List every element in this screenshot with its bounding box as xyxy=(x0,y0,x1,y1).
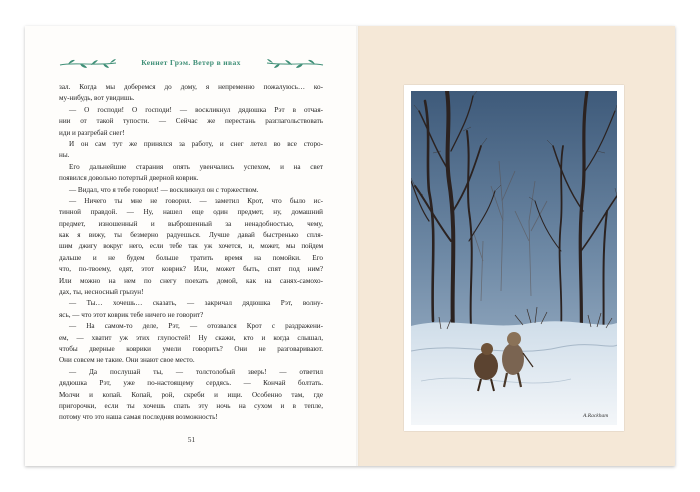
text-line: что, по-твоему, едят, этот коврик? Или, может быть, спят под ним? xyxy=(59,265,323,274)
text-line: дальше и не будем больше тратить время на помойки. Его xyxy=(59,253,323,262)
right-vine-ornament-icon xyxy=(265,56,325,70)
text-line: ны. xyxy=(59,151,70,160)
text-line: потому что это наша самая последняя возможность! xyxy=(59,413,218,422)
text-line: дядюшка Рэт, уже по-настоящему сердясь. — Кончай болтать. xyxy=(59,379,323,388)
winter-forest-illustration xyxy=(411,91,617,425)
text-line: — На самом-то деле, Рэт, — отозвался Крот с раздражени- xyxy=(69,322,323,331)
artist-signature: A.Rackham xyxy=(583,413,609,419)
text-line: предмет, изношенный и выброшенный за ненадобностью, чему, xyxy=(59,219,323,228)
text-line: — О господи! О господи! — воскликнул дядюшка Рэт в отчая- xyxy=(69,105,323,114)
text-line: — Видал, что я тебе говорил! — воскликнул он с торжеством. xyxy=(69,185,259,194)
text-line: тинной правдой. — Ну, нашел еще один предмет, ну, домашний xyxy=(59,208,323,217)
text-line: шим джигу вокруг него, если тебе так уж хочется, и, может, мы пойдем xyxy=(59,242,323,251)
text-line: И он сам тут же принялся за работу, и снег летел во все сторо- xyxy=(69,139,323,148)
left-page xyxy=(25,26,358,466)
text-line: пригорочки, если ты хочешь спать эту ночь на сухом и в тепле, xyxy=(59,401,323,410)
book-spread xyxy=(25,26,675,466)
text-line: Его дальнейшие старания опять увенчались успехом, и на свет xyxy=(69,162,323,171)
page-number: 51 xyxy=(187,435,196,444)
text-line: Они совсем не такие. Они знают свое место. xyxy=(59,356,195,365)
text-line: нии от такой тупости. — Сейчас же перестань разглагольствовать xyxy=(59,117,323,126)
text-line: как я вижу, ты безмерно радуешься. Лучше давай быстренько спля- xyxy=(59,231,323,240)
text-line: ем, — хватит уж этих глупостей! Ну скажи, кто и когда слышал, xyxy=(59,333,323,342)
text-line: — Ты… хочешь… сказать, — закричал дядюшка Рэт, волну- xyxy=(69,299,323,308)
gutter-shadow xyxy=(356,26,360,466)
running-head xyxy=(25,57,358,73)
left-vine-ornament-icon xyxy=(58,56,118,70)
text-line: — Ничего ты мне не говорил. — заметил Крот, что было ис- xyxy=(69,196,323,205)
text-line: зал. Когда мы доберемся до дому, я непременно пожалуюсь… ко- xyxy=(59,83,323,91)
text-line: появился довольно потертый дверной коврик. xyxy=(59,174,199,183)
text-line: иди и разгребай снег! xyxy=(59,128,125,137)
text-line: Молчи и копай. Копай, рой, скреби и ищи. Особенно там, где xyxy=(59,390,323,399)
text-line: — Да послушай ты, — толстолобый зверь! — ответил xyxy=(69,367,323,376)
text-line: дах, ты, несносный грызун! xyxy=(59,288,144,297)
running-head-title: Кеннет Грэм. Ветер в ивах xyxy=(141,58,241,67)
text-line: ясь, — что этот коврик тебе ничего не говорит? xyxy=(59,310,204,319)
text-line: Или можно на нем по снегу поехать домой, как на санях-самохо- xyxy=(59,276,323,285)
illustration-plate xyxy=(404,85,624,431)
text-line: чтобы дверные коврики умели говорить? Они не разговаривают. xyxy=(59,344,323,353)
text-line: му-нибудь, вот увидишь. xyxy=(59,94,135,103)
body-text xyxy=(59,82,323,424)
right-page xyxy=(358,26,675,466)
